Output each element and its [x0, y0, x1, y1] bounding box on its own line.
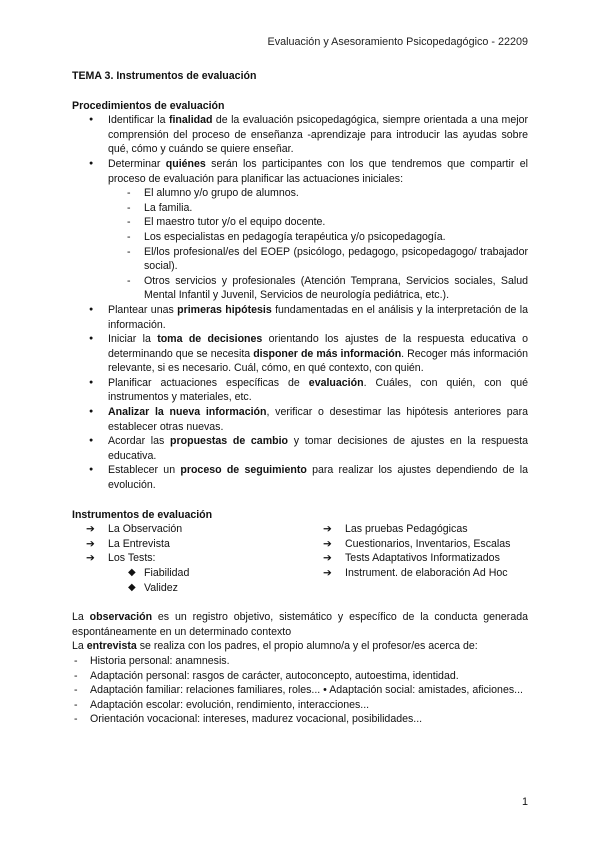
list-item: ➔ Los Tests: — [86, 552, 156, 565]
instrumentos-columns — [72, 522, 528, 595]
list-item: ● Determinar quiénes serán los participantes con los que tendremos que compartir el proceso de evaluación para planificar las actuaciones iniciales: — [72, 157, 528, 186]
participants-list — [72, 186, 528, 303]
list-item: - Adaptación familiar: relaciones familiares, roles... • Adaptación social: amistades, aficiones... — [72, 683, 528, 698]
instrumentos-right-column — [291, 522, 528, 595]
list-item: ● Acordar las propuestas de cambio y tomar decisiones de ajustes en la respuesta educativa. — [72, 434, 528, 463]
arrow-icon: ➔ — [323, 523, 332, 536]
list-item: - Otros servicios y profesionales (Atención Temprana, Servicios sociales, Salud Mental Infantil y Juvenil, Servicios de neurología pediátrica, etc.). — [72, 274, 528, 303]
diamond-icon: ◆ — [128, 581, 136, 593]
list-item: ● Identificar la finalidad de la evaluación psicopedagógica, siempre orientada a una mejor comprensión del proceso de enseñanza -aprendizaje para introducir las ayudas sobre qué, cómo y cuándo se quiere enseñar. — [72, 113, 528, 157]
section-heading-instrumentos: Instrumentos de evaluación — [72, 508, 213, 521]
entrevista-paragraph: La entrevista se realiza con los padres, el propio alumno/a y el profesor/es acerca de: — [72, 640, 478, 653]
list-item: - Los especialistas en pedagogía terapéutica y/o psicopedagogía. — [72, 230, 528, 245]
list-item: ➔ Tests Adaptativos Informatizados — [323, 552, 500, 565]
list-item: - El/los profesional/es del EOEP (psicólogo, pedagogo, psicopedagogo/ trabajador social). — [72, 245, 528, 274]
list-item: - La familia. — [72, 201, 528, 216]
list-item: ◆ Validez — [128, 581, 178, 594]
arrow-icon: ➔ — [323, 552, 332, 565]
list-item: - Adaptación personal: rasgos de carácter, autoconcepto, autoestima, identidad. — [72, 669, 528, 684]
page-number: 1 — [521, 796, 528, 808]
section-heading-procedimientos: Procedimientos de evaluación — [72, 99, 225, 112]
page-header: Evaluación y Asesoramiento Psicopedagógico - 22209 — [267, 36, 528, 48]
list-item: - El maestro tutor y/o el equipo docente. — [72, 215, 528, 230]
list-item: ➔ La Entrevista — [86, 537, 170, 550]
list-item: ● Iniciar la toma de decisiones orientando los ajustes de la respuesta educativa o determinando que se necesita disponer de más información. Recoger más información relevante, si es necesario. Cuál, cómo, en qué contexto, con quién. — [72, 332, 528, 376]
list-item: ➔ Cuestionarios, Inventarios, Escalas — [323, 537, 511, 550]
list-item: ➔ Las pruebas Pedagógicas — [323, 523, 468, 536]
arrow-icon: ➔ — [323, 567, 332, 579]
list-item: ➔ Instrument. de elaboración Ad Hoc — [323, 567, 508, 579]
page-content — [72, 69, 528, 727]
procedimientos-list-continued — [72, 303, 528, 493]
arrow-icon: ➔ — [86, 523, 95, 536]
list-item: ● Establecer un proceso de seguimiento para realizar los ajustes dependiendo de la evolución. — [72, 463, 528, 492]
procedimientos-list — [72, 113, 528, 186]
list-item: - Adaptación escolar: evolución, rendimiento, interacciones... — [72, 698, 528, 713]
list-item: - Historia personal: anamnesis. — [72, 654, 528, 669]
list-item: - Orientación vocacional: intereses, madurez vocacional, posibilidades... — [72, 712, 528, 727]
observacion-paragraph: La observación es un registro objetivo, sistemático y específico de la conducta generada espontáneamente en un determinado contexto — [72, 611, 528, 638]
arrow-icon: ➔ — [323, 537, 332, 550]
arrow-icon: ➔ — [86, 537, 95, 550]
list-item: - El alumno y/o grupo de alumnos. — [72, 186, 528, 201]
entrevista-list — [72, 654, 528, 727]
list-item: ● Planificar actuaciones específicas de evaluación. Cuáles, con quién, con qué instrumentos y materiales, etc. — [72, 376, 528, 405]
diamond-icon: ◆ — [128, 567, 136, 578]
instrumentos-left-column — [72, 522, 291, 595]
list-item: ● Plantear unas primeras hipótesis fundamentadas en el análisis y la interpretación de la información. — [72, 303, 528, 332]
arrow-icon: ➔ — [86, 552, 95, 565]
page-title: TEMA 3. Instrumentos de evaluación — [72, 70, 257, 82]
list-item: ➔ La Observación — [86, 523, 183, 536]
list-item: ● Analizar la nueva información, verificar o desestimar las hipótesis anteriores para establecer otras nuevas. — [72, 405, 528, 434]
list-item: ◆ Fiabilidad — [128, 567, 190, 579]
